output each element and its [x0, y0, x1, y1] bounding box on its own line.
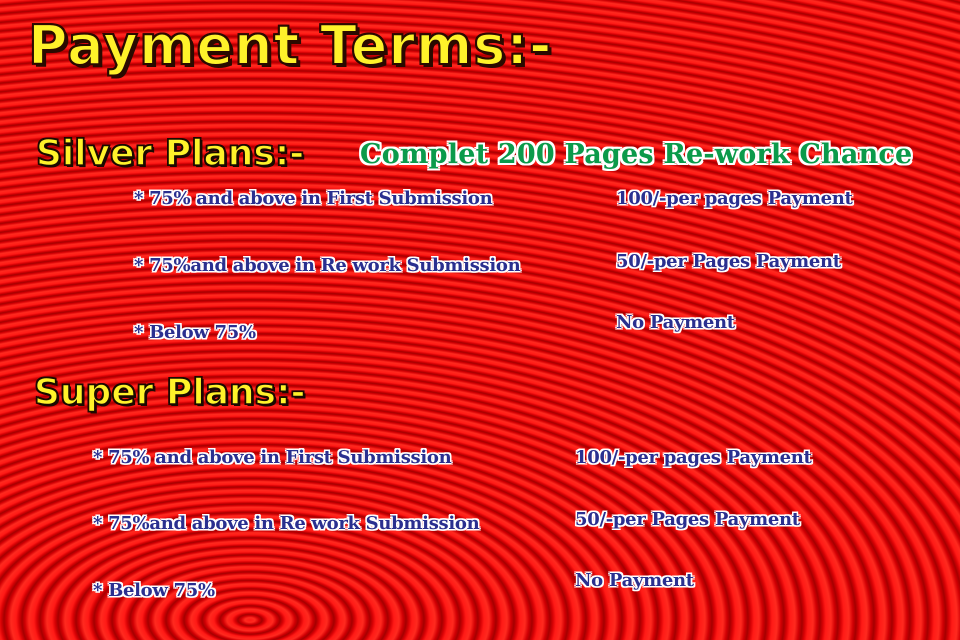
- silver-payment-rework: 50/-per Pages Payment: [616, 251, 841, 272]
- silver-payment-below: No Payment: [616, 312, 735, 333]
- super-plans-heading: Super Plans:-: [34, 372, 306, 413]
- super-payment-rework: 50/-per Pages Payment: [575, 509, 800, 530]
- silver-condition-below: * Below 75%: [134, 322, 256, 343]
- page-title: Payment Terms:-: [28, 14, 553, 77]
- super-condition-first: * 75% and above in First Submission: [93, 447, 452, 468]
- silver-payment-first: 100/-per pages Payment: [616, 188, 853, 209]
- super-payment-first: 100/-per pages Payment: [575, 447, 812, 468]
- silver-rework-chance: Complet 200 Pages Re-work Chance: [360, 139, 913, 170]
- silver-condition-rework: * 75%and above in Re work Submission: [134, 255, 521, 276]
- silver-condition-first: * 75% and above in First Submission: [134, 188, 493, 209]
- super-payment-below: No Payment: [575, 570, 694, 591]
- super-condition-rework: * 75%and above in Re work Submission: [93, 513, 480, 534]
- silver-plans-heading: Silver Plans:-: [36, 133, 305, 174]
- super-condition-below: * Below 75%: [93, 580, 215, 601]
